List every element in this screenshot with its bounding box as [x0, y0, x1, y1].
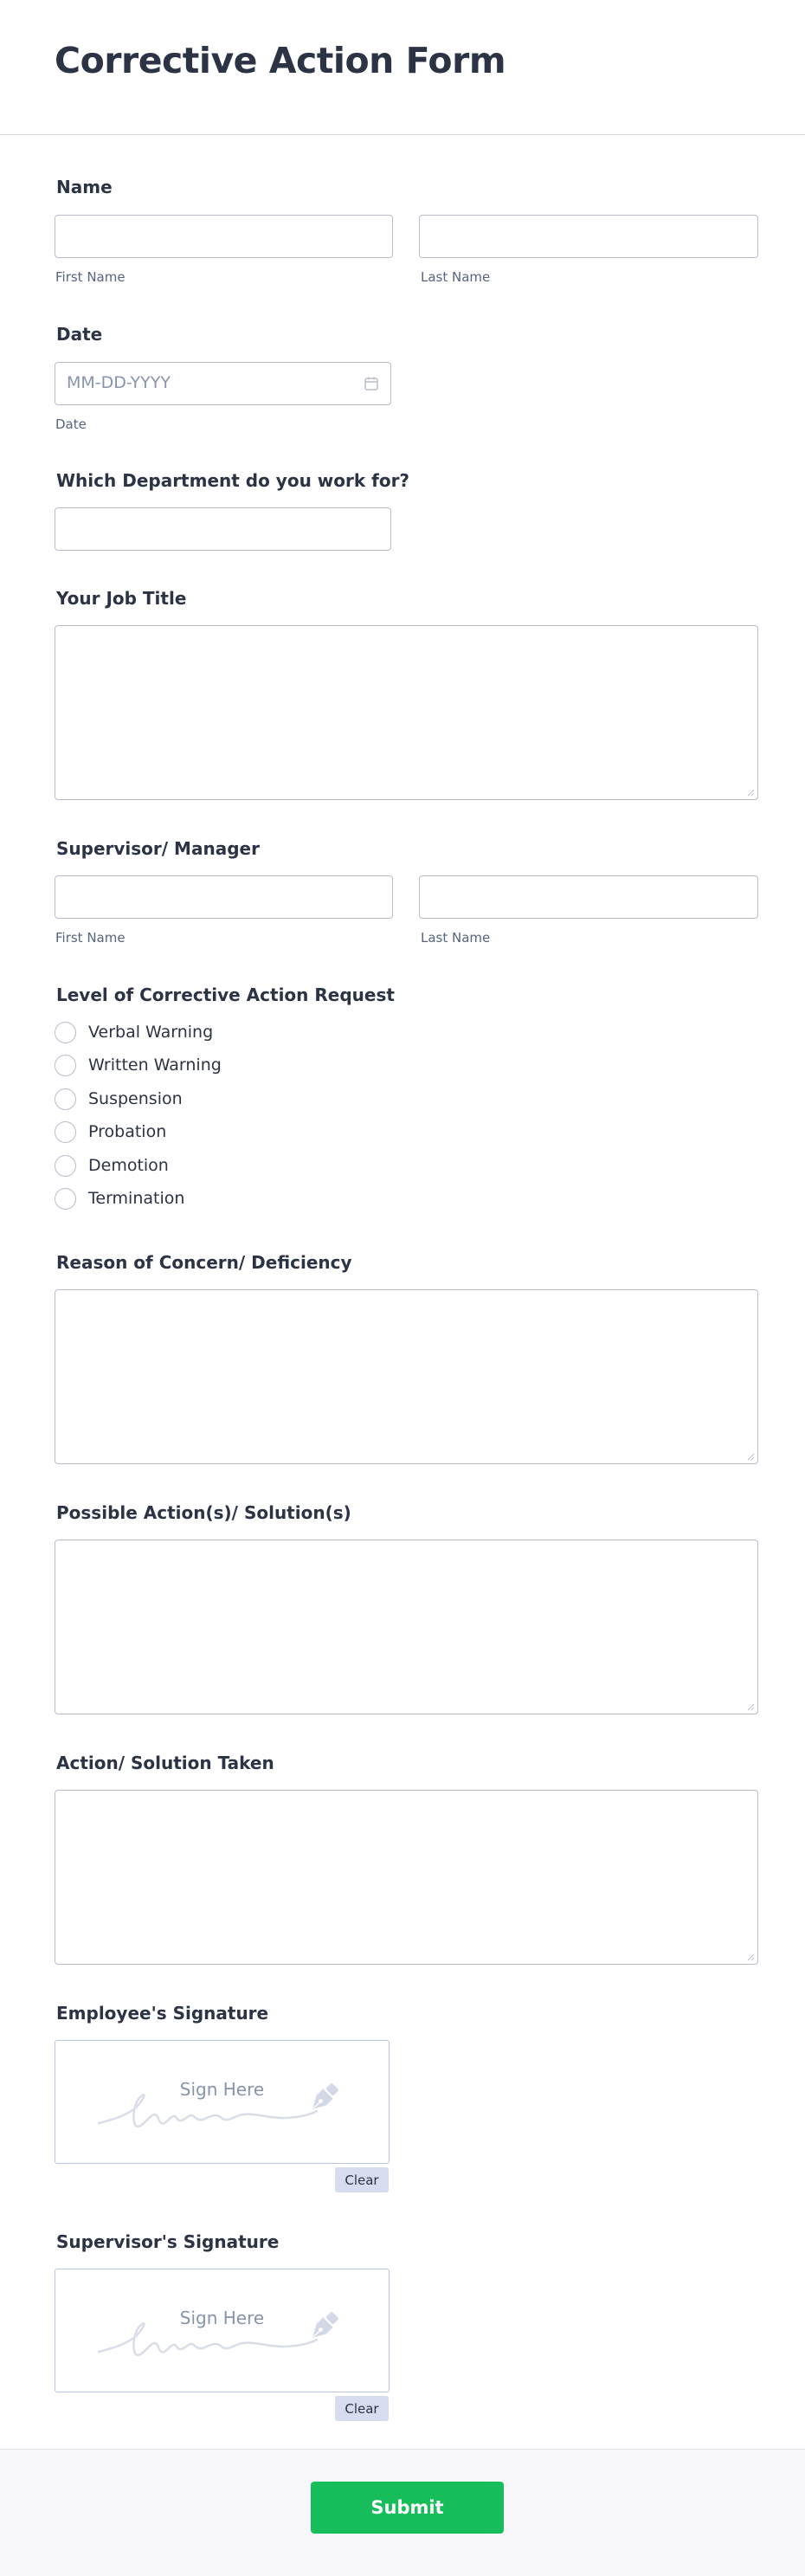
- radio-button[interactable]: [55, 1022, 76, 1043]
- supervisor-last-name-sublabel: Last Name: [421, 930, 491, 946]
- radio-button[interactable]: [55, 1155, 76, 1177]
- sign-here-placeholder: Sign Here: [179, 2079, 265, 2100]
- radio-option-demotion[interactable]: [55, 1153, 169, 1178]
- first-name-sublabel: First Name: [55, 269, 126, 285]
- name-label: Name: [56, 177, 113, 197]
- action-level-label: Level of Corrective Action Request: [56, 985, 395, 1005]
- resize-grip-icon[interactable]: [746, 1953, 755, 1961]
- employee-signature-clear-button[interactable]: Clear: [335, 2167, 389, 2192]
- radio-label: Termination: [88, 1189, 185, 1208]
- employee-signature-pad[interactable]: [55, 2040, 390, 2164]
- job-title-textarea[interactable]: [55, 625, 758, 800]
- radio-option-verbal-warning[interactable]: [55, 1020, 213, 1044]
- supervisor-last-name-input[interactable]: [419, 875, 758, 919]
- date-input[interactable]: [55, 362, 391, 405]
- action-taken-label: Action/ Solution Taken: [56, 1753, 274, 1773]
- supervisor-signature-pad[interactable]: [55, 2269, 390, 2392]
- supervisor-signature-label: Supervisor's Signature: [56, 2231, 280, 2252]
- first-name-input[interactable]: [55, 215, 393, 258]
- date-sublabel: Date: [55, 416, 87, 432]
- supervisor-label: Supervisor/ Manager: [56, 838, 260, 859]
- last-name-input[interactable]: [419, 215, 758, 258]
- employee-signature-label: Employee's Signature: [56, 2003, 269, 2024]
- resize-grip-icon[interactable]: [746, 788, 755, 797]
- radio-option-termination[interactable]: [55, 1186, 184, 1211]
- radio-option-probation[interactable]: [55, 1120, 166, 1144]
- radio-label: Verbal Warning: [88, 1023, 214, 1042]
- radio-button[interactable]: [55, 1121, 76, 1143]
- radio-option-written-warning[interactable]: [55, 1053, 222, 1077]
- possible-actions-textarea[interactable]: [55, 1540, 758, 1714]
- form-header: [0, 0, 805, 135]
- radio-label: Probation: [88, 1122, 167, 1141]
- form-footer: [0, 2449, 805, 2576]
- radio-button[interactable]: [55, 1188, 76, 1210]
- radio-label: Written Warning: [88, 1056, 222, 1075]
- possible-actions-label: Possible Action(s)/ Solution(s): [56, 1502, 351, 1523]
- date-placeholder: MM-DD-YYYY: [67, 373, 171, 392]
- action-taken-textarea[interactable]: [55, 1790, 758, 1965]
- job-title-label: Your Job Title: [56, 588, 187, 609]
- sign-here-placeholder: Sign Here: [179, 2308, 265, 2328]
- supervisor-first-name-input[interactable]: [55, 875, 393, 919]
- radio-option-suspension[interactable]: [55, 1087, 183, 1111]
- reason-textarea[interactable]: [55, 1289, 758, 1464]
- supervisor-signature-clear-button[interactable]: Clear: [335, 2396, 389, 2421]
- department-label: Which Department do you work for?: [56, 470, 410, 491]
- radio-button[interactable]: [55, 1088, 76, 1110]
- resize-grip-icon[interactable]: [746, 1702, 755, 1711]
- calendar-icon[interactable]: [364, 376, 379, 391]
- resize-grip-icon[interactable]: [746, 1452, 755, 1461]
- pen-icon: [305, 2308, 343, 2346]
- form-card: [0, 135, 805, 2449]
- reason-label: Reason of Concern/ Deficiency: [56, 1252, 352, 1273]
- date-label: Date: [56, 324, 103, 345]
- pen-icon: [305, 2079, 343, 2117]
- form-title: Corrective Action Form: [55, 40, 506, 81]
- department-input[interactable]: [55, 507, 391, 551]
- last-name-sublabel: Last Name: [421, 269, 491, 285]
- radio-button[interactable]: [55, 1055, 76, 1076]
- submit-button[interactable]: Submit: [311, 2482, 504, 2534]
- radio-label: Suspension: [88, 1089, 183, 1108]
- supervisor-first-name-sublabel: First Name: [55, 930, 126, 946]
- radio-label: Demotion: [88, 1156, 169, 1175]
